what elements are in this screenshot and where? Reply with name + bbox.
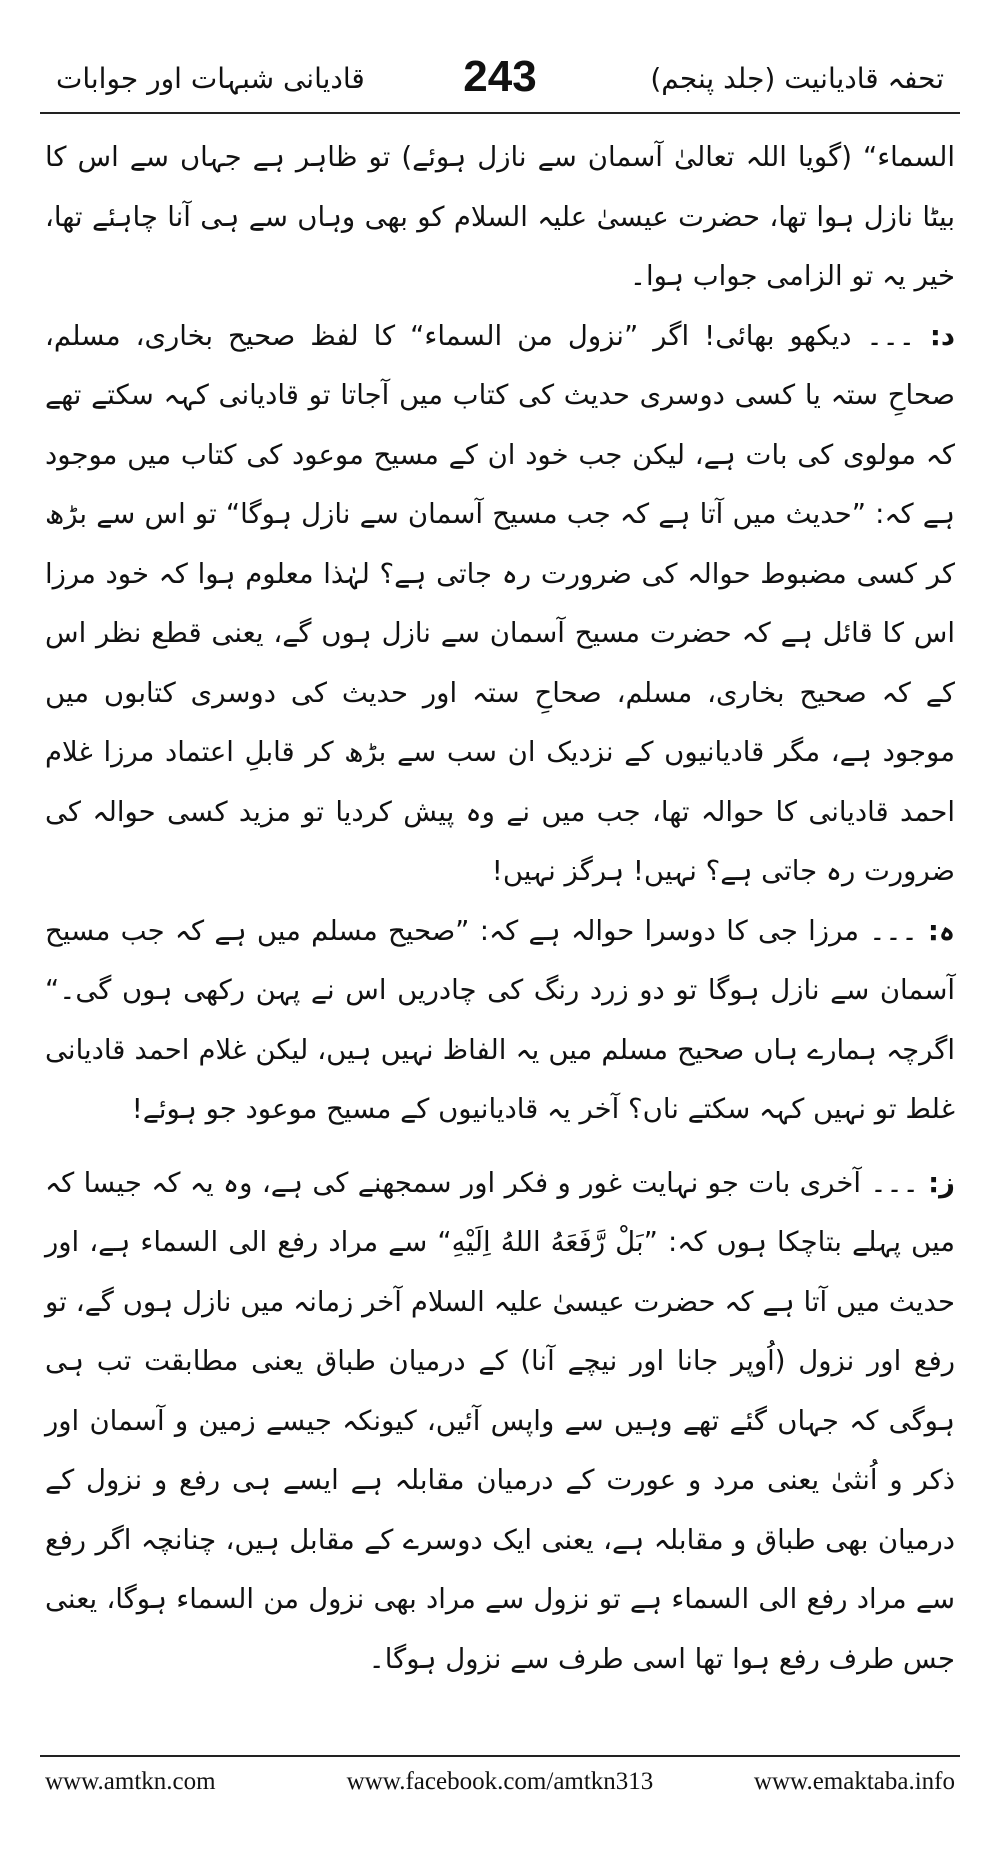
paragraph-continuation [45,128,955,307]
footer-link-facebook[interactable]: www.facebook.com/amtkn313 [346,1768,654,1795]
page-number: 243 [463,52,537,101]
paragraph-text: ۔۔۔ آخری بات جو نہایت غور و فکر اور سمجھنے کی ہے، وہ یہ کہ جیسا کہ میں پہلے بتاچکا ہوں کہ: ”بَلْ رَّفَعَهُ اللهُ اِلَيْهِ“ سے مراد رفع الی السماء ہے، اور حدیث میں آتا ہے کہ حضرت عیسیٰ علیہ السلام آخر زمانہ میں نازل ہوں گے، تو رفع اور نزول (اُوپر جانا اور نیچے آنا) کے درمیان طباق یعنی مطابقت تب ہی ہوگی کہ جہاں گئے تھے وہیں سے واپس آئیں، کیونکہ جیسے زمین و آسمان اور ذکر و اُنثیٰ یعنی مرد و عورت کے درمیان مقابلہ ہے ایسے ہی رفع و نزول کے درمیان بھی طباق و مقابلہ ہے، یعنی ایک دوسرے کے مقابل ہیں، چنانچہ اگر رفع سے مراد رفع الی السماء ہے تو نزول سے مراد بھی نزول من السماء ہوگا، یعنی جس طرف رفع ہوا تھا اسی طرف سے نزول ہوگا۔ [45,1166,955,1675]
paragraph-label: ز: [928,1166,955,1199]
page-footer [45,1768,955,1808]
section-title: قادیانی شبہات اور جوابات [56,62,365,95]
header-divider [40,112,960,114]
page-body [45,128,955,1689]
footer-link-amtkn[interactable]: www.amtkn.com [45,1768,216,1795]
paragraph-text: ۔۔۔ مرزا جی کا دوسرا حوالہ ہے کہ: ”صحیح مسلم میں ہے کہ جب مسیح آسمان سے نازل ہوگا تو دو زرد رنگ کی چادریں اس نے پہن رکھی ہوں گی۔“ اگرچہ ہمارے ہاں صحیح مسلم میں یہ الفاظ نہیں ہیں، لیکن غلام احمد قادیانی غلط تو نہیں کہہ سکتے ناں؟ آخر یہ قادیانیوں کے مسیح موعود جو ہوئے! [45,914,955,1125]
paragraph-text: السماء“ (گویا اللہ تعالیٰ آسمان سے نازل ہوئے) تو ظاہر ہے جہاں سے اس کا بیٹا نازل ہوا تھا، حضرت عیسیٰ علیہ السلام کو بھی وہاں سے ہی آنا چاہئے تھا، خیر یہ تو الزامی جواب ہوا۔ [45,141,955,292]
paragraph-ze [45,1154,955,1690]
page-header [40,52,960,112]
paragraph-label: د: [929,319,955,352]
paragraph-dal [45,307,955,902]
footer-divider [40,1755,960,1757]
paragraph-text: ۔۔۔ دیکھو بھائی! اگر ”نزول من السماء“ کا لفظ صحیح بخاری، مسلم، صحاحِ ستہ یا کسی دوسری حدیث کی کتاب میں آجاتا تو قادیانی کہہ سکتے تھے کہ مولوی کی بات ہے، لیکن جب خود ان کے مسیح موعود کی کتاب میں موجود ہے کہ: ”حدیث میں آتا ہے کہ جب مسیح آسمان سے نازل ہوگا“ تو اس سے بڑھ کر کسی مضبوط حوالہ کی ضرورت رہ جاتی ہے؟ لہٰذا معلوم ہوا کہ خود مرزا اس کا قائل ہے کہ حضرت مسیح آسمان سے نازل ہوں گے، یعنی قطع نظر اس کے کہ صحیح بخاری، مسلم، صحاحِ ستہ اور حدیث کی دوسری کتابوں میں موجود ہے، مگر قادیانیوں کے نزدیک ان سب سے بڑھ کر قابلِ اعتماد مرزا غلام احمد قادیانی کا حوالہ تھا، جب میں نے وہ پیش کردیا تو مزید کسی حوالہ کی ضرورت رہ جاتی ہے؟ نہیں! ہرگز نہیں! [45,319,955,887]
book-title: تحفہ قادیانیت (جلد پنجم) [650,62,944,95]
paragraph-he [45,902,955,1140]
footer-link-emaktaba[interactable]: www.emaktaba.info [753,1768,955,1795]
paragraph-label: ہ: [927,914,955,947]
